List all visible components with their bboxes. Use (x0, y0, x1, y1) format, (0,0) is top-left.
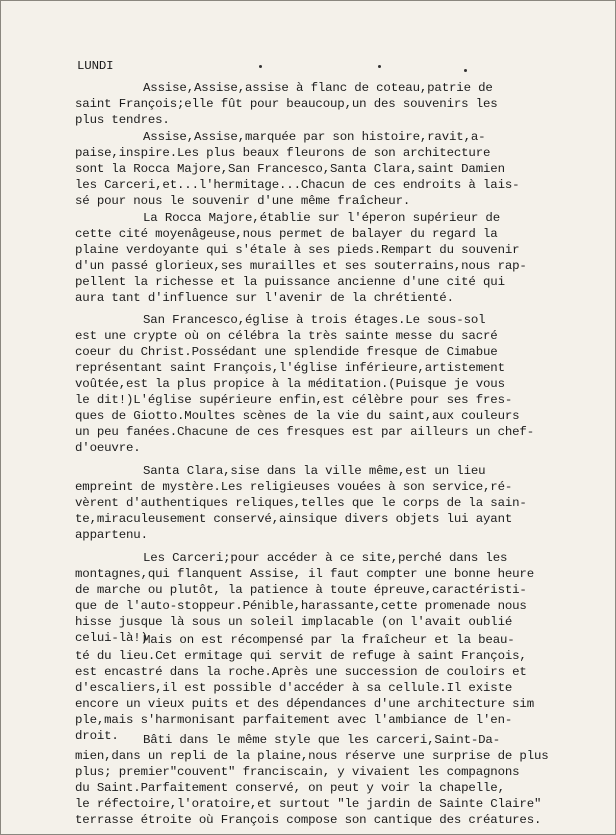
text-line: sé pour nous le souvenir d'une même fraîcheur. (75, 194, 411, 208)
text-line: Mais on est récompensé par la fraîcheur et la beau- (143, 633, 515, 647)
ink-dot (259, 65, 262, 68)
text-line: plus tendres. (75, 113, 170, 127)
text-line: mien,dans un repli de la plaine,nous réserve une surprise de plus (75, 749, 549, 763)
text-line: ques de Giotto.Moultes scènes de la vie du saint,aux couleurs (75, 409, 520, 423)
text-line: terrasse étroite où François compose son cantique des créatures. (75, 813, 542, 827)
text-line: hisse jusque là sous un soleil implacable (on l'avait oublié (75, 615, 513, 629)
text-line: Assise,Assise,assise à flanc de coteau,patrie de (143, 81, 493, 95)
text-line: te,miraculeusement conservé,ainsique divers objets lui ayant (75, 512, 513, 526)
text-line: d'oeuvre. (75, 441, 141, 455)
text-line: d'un passé glorieux,ses murailles et ses souterrains,nous rap- (75, 259, 527, 273)
text-line: pellent la richesse et la puissance ancienne d'une cité qui (75, 275, 505, 289)
text-line: que de l'auto-stoppeur.Pénible,harassante,cette promenade nous (75, 599, 527, 613)
text-line: La Rocca Majore,établie sur l'éperon supérieur de (143, 211, 500, 225)
text-line: empreint de mystère.Les religieuses vouées à son service,ré- (75, 480, 513, 494)
text-line: Les Carceri;pour accéder à ce site,perché dans les (143, 551, 508, 565)
text-line: du Saint.Parfaitement conservé, on peut y voir la chapelle, (75, 781, 505, 795)
text-line: Assise,Assise,marquée par son histoire,ravit,a- (143, 130, 486, 144)
ink-dot (464, 69, 467, 72)
text-line: de marche ou plutôt, la patience à toute épreuve,caractéristi- (75, 583, 527, 597)
text-line: un peu fanées.Chacune de ces fresques est par ailleurs un chef- (75, 425, 534, 439)
text-line: ple,mais s'harmonisant parfaitement avec l'ambiance de l'en- (75, 713, 513, 727)
text-line: sont la Rocca Majore,San Francesco,Santa Clara,saint Damien (75, 162, 505, 176)
text-line: le dit!)L'église supérieure enfin,est célèbre pour ses fres- (75, 393, 513, 407)
text-line: San Francesco,église à trois étages.Le sous-sol (143, 313, 486, 327)
text-line: montagnes,qui flanquent Assise, il faut compter une bonne heure (75, 567, 534, 581)
text-line: encore un vieux puits et des dépendances d'une architecture sim (75, 697, 534, 711)
text-line: plus; premier"couvent" franciscain, y vivaient les compagnons (75, 765, 520, 779)
text-line: cette cité moyenâgeuse,nous permet de balayer du regard la (75, 227, 498, 241)
text-line: représentant saint François,l'église inférieure,artistement (75, 361, 505, 375)
text-line: coeur du Christ.Possédant une splendide fresque de Cimabue (75, 345, 498, 359)
text-line: les Carceri,et...l'hermitage...Chacun de ces endroits à lais- (75, 178, 520, 192)
text-line: est encastré dans la roche.Après une succession de couloirs et (75, 665, 527, 679)
text-line: appartenu. (75, 528, 148, 542)
text-line: d'escaliers,il est possible d'accéder à sa cellule.Il existe (75, 681, 513, 695)
text-line: paise,inspire.Les plus beaux fleurons de son architecture (75, 146, 491, 160)
text-line: Santa Clara,sise dans la ville même,est un lieu (143, 464, 486, 478)
text-line: celui-là!) (75, 631, 148, 645)
page-heading: LUNDI (77, 59, 114, 73)
text-line: droit. (75, 729, 119, 743)
text-line: le réfectoire,l'oratoire,et surtout "le jardin de Sainte Claire" (75, 797, 542, 811)
ink-dot (378, 65, 381, 68)
text-line: saint François;elle fût pour beaucoup,un des souvenirs les (75, 97, 498, 111)
text-line: aura tant d'influence sur l'avenir de la chrétienté. (75, 291, 454, 305)
text-line: Bâti dans le même style que les carceri,Saint-Da- (143, 733, 500, 747)
text-line: est une crypte où on célébra la très sainte messe du sacré (75, 329, 498, 343)
text-line: vèrent d'authentiques reliques,telles que le corps de la sain- (75, 496, 527, 510)
text-line: voûtée,est la plus propice à la méditation.(Puisque je vous (75, 377, 505, 391)
text-line: té du lieu.Cet ermitage qui servit de refuge à saint François, (75, 649, 527, 663)
text-line: plaine verdoyante qui s'étale à ses pieds.Rempart du souvenir (75, 243, 520, 257)
